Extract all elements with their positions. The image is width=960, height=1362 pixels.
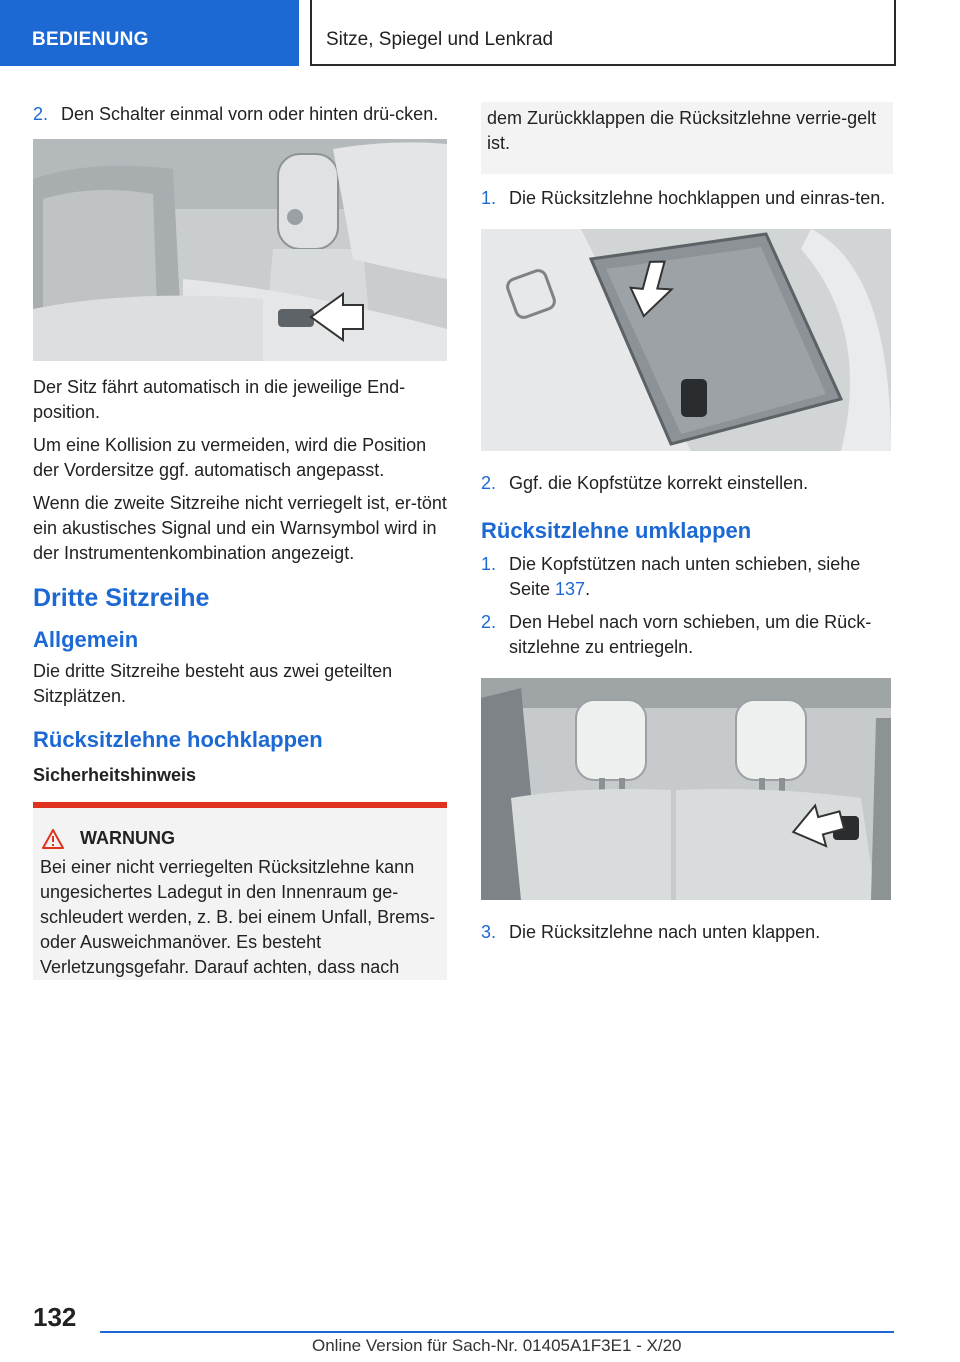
step-number: 1. xyxy=(481,554,497,574)
warning-continuation: dem Zurückklappen die Rücksitzlehne verrie-gelt ist. xyxy=(481,102,893,174)
page-number: 132 xyxy=(33,1302,77,1332)
header-chapter-box xyxy=(310,0,896,66)
step-1-umklappen xyxy=(481,552,893,602)
page-reference-link[interactable]: 137 xyxy=(555,579,586,599)
figure-seat-switch xyxy=(33,139,447,361)
footer-version-text: Online Version für Sach-Nr. 01405A1F3E1 - X/20 xyxy=(312,1336,682,1355)
warning-title-text: WARNUNG xyxy=(80,828,175,848)
step-number: 2. xyxy=(33,104,49,124)
para-collision: Um eine Kollision zu vermeiden, wird die Position der Vordersitze ggf. automatisch angepasst. xyxy=(33,435,427,480)
lever-illustration xyxy=(481,678,891,900)
step-2-kopfstuetze xyxy=(481,471,893,496)
footer-divider xyxy=(100,1331,894,1333)
heading-allgemein: Allgemein xyxy=(33,627,139,652)
step-text: Ggf. die Kopfstütze korrekt einstellen. xyxy=(509,473,809,493)
step-text: Den Hebel nach vorn schieben, um die Rück-sitzlehne zu entriegeln. xyxy=(509,612,872,657)
warning-body: Bei einer nicht verriegelten Rücksitzlehne kann ungesichertes Ladegut in den Innenraum ge-schleudert werden, z. B. bei einem Unfall, Brems- oder Ausweichmanöver. Es besteht Verletzungsgefahr. Darauf achten, dass nach xyxy=(40,857,436,977)
para-allgemein: Die dritte Sitzreihe besteht aus zwei geteilten Sitzplätzen. xyxy=(33,661,393,706)
para-signal: Wenn die zweite Sitzreihe nicht verriegelt ist, er-tönt ein akustisches Signal und ein Warnsymbol wird in der Instrumentenkombination angezeigt. xyxy=(33,493,447,563)
step-text-end: . xyxy=(585,579,591,599)
warning-title xyxy=(40,828,439,849)
step-number: 1. xyxy=(481,188,497,208)
heading-dritte-sitzreihe: Dritte Sitzreihe xyxy=(33,584,210,612)
step-text: Die Rücksitzlehne nach unten klappen. xyxy=(509,922,821,942)
step-1-hochklappen xyxy=(481,186,893,211)
step-number: 3. xyxy=(481,922,497,942)
heading-umklappen: Rücksitzlehne umklappen xyxy=(481,518,752,543)
seat-switch-illustration xyxy=(33,139,447,361)
backrest-up-illustration xyxy=(481,229,891,451)
warning-box xyxy=(33,802,447,980)
step-2-schalter xyxy=(33,102,447,127)
step-number: 2. xyxy=(481,612,497,632)
header-section-label: BEDIENUNG xyxy=(32,29,149,50)
header-section-tab xyxy=(0,0,299,66)
figure-lever xyxy=(481,678,891,900)
step-number: 2. xyxy=(481,473,497,493)
warning-triangle-icon xyxy=(42,829,64,849)
figure-backrest-up xyxy=(481,229,891,451)
right-column xyxy=(481,102,893,953)
step-text: Die Rücksitzlehne hochklappen und einras-ten. xyxy=(509,188,886,208)
header-chapter-label: Sitze, Spiegel und Lenkrad xyxy=(326,29,554,50)
left-column xyxy=(33,102,447,980)
step-text: Die Kopfstützen nach unten schieben, siehe Seite xyxy=(509,554,861,599)
para-seat-moves: Der Sitz fährt automatisch in die jeweilige End-position. xyxy=(33,377,406,422)
step-text: Den Schalter einmal vorn oder hinten drü-cken. xyxy=(61,104,439,124)
heading-hochklappen: Rücksitzlehne hochklappen xyxy=(33,727,323,752)
step-3-umklappen xyxy=(481,920,893,945)
heading-sicherheitshinweis: Sicherheitshinweis xyxy=(33,765,197,785)
step-2-umklappen xyxy=(481,610,893,660)
